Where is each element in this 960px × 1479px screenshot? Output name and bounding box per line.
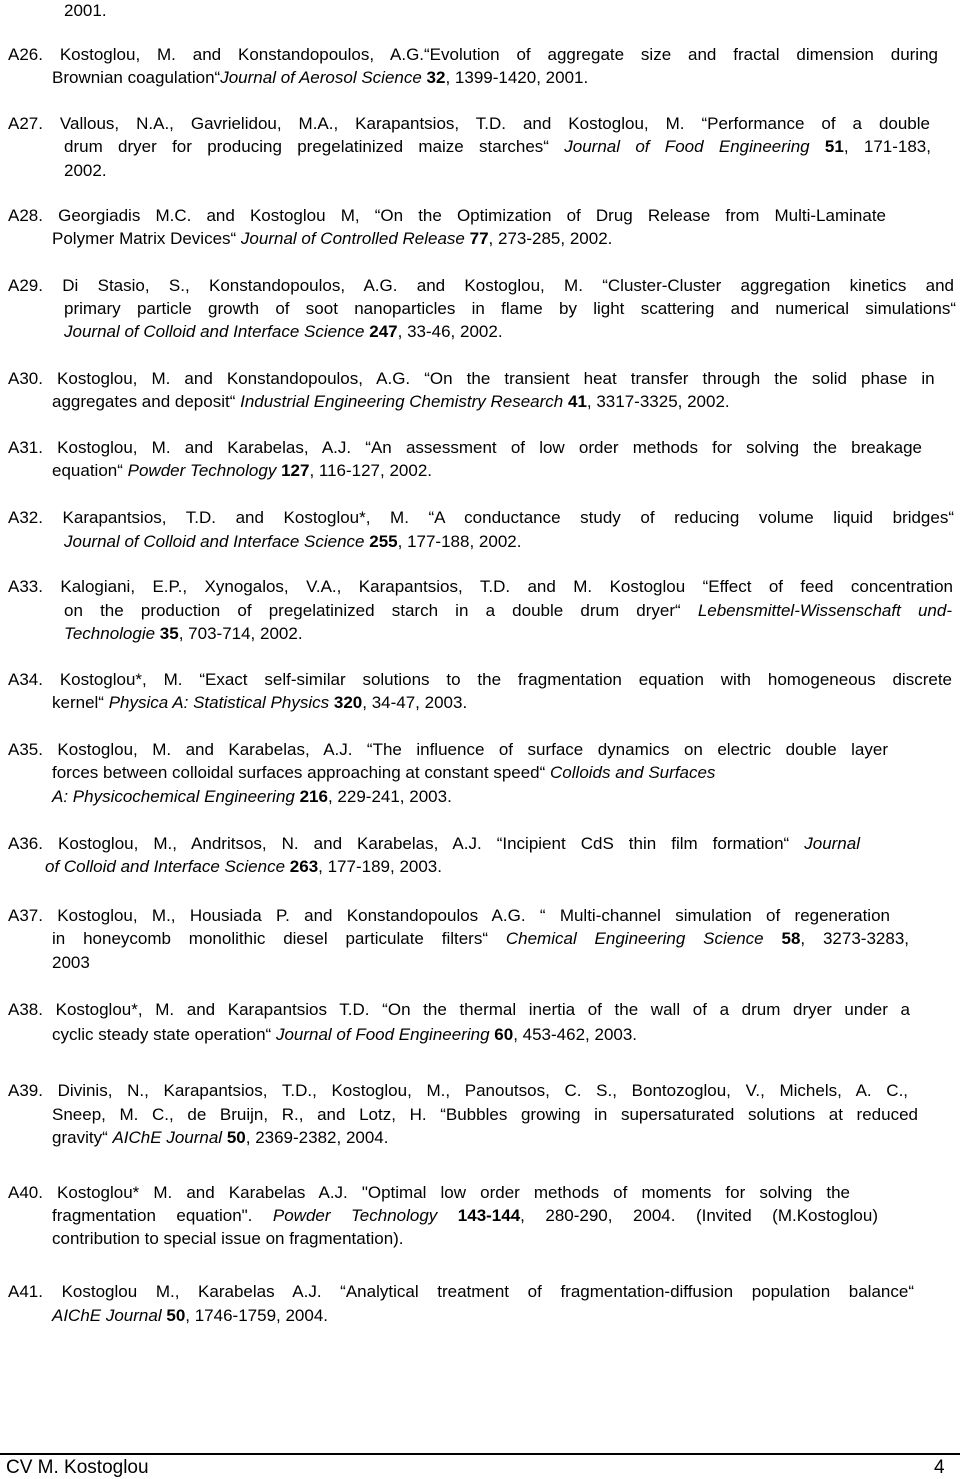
- reference-line: [8, 1000, 910, 1020]
- reference-text: Brownian coagulation“: [52, 68, 221, 87]
- reference-text: aggregates and deposit“: [52, 392, 241, 411]
- reference-text: , 116-127, 2002.: [309, 461, 432, 480]
- volume-number: 32: [426, 68, 446, 87]
- reference-line: [52, 929, 909, 949]
- reference-line: [52, 1206, 878, 1226]
- reference-text: contribution to special issue on fragmentation).: [52, 1229, 404, 1248]
- reference-line: [8, 670, 952, 690]
- reference-text: fragmentation equation".: [52, 1206, 273, 1225]
- reference-text: cyclic steady state operation“: [52, 1025, 276, 1044]
- volume-number: 50: [226, 1128, 246, 1147]
- reference-text: , 34-47, 2003.: [362, 693, 468, 712]
- reference-line: [8, 276, 954, 296]
- reference-line: [52, 1128, 388, 1148]
- journal-title: Journal of Colloid and Interface Science: [64, 322, 365, 341]
- reference-text: A35. Kostoglou, M. and Karabelas, A.J. “The influence of surface dynamics on electric double layer: [8, 740, 888, 759]
- journal-title: Powder Technology: [127, 461, 277, 480]
- reference-text: , 280-290, 2004. (Invited (M.Kostoglou): [520, 1206, 878, 1225]
- journal-title: Lebensmittel-Wissenschaft und-: [697, 601, 952, 620]
- volume-number: 35: [159, 624, 179, 643]
- reference-text: 2001.: [64, 1, 107, 20]
- reference-text: in honeycomb monolithic diesel particulate filters“: [52, 929, 506, 948]
- reference-line: [8, 369, 935, 389]
- reference-text: , 2369-2382, 2004.: [245, 1128, 389, 1147]
- reference-line: [52, 392, 730, 412]
- reference-text: , 177-189, 2003.: [318, 857, 442, 876]
- reference-text: on the production of pregelatinized starch in a double drum dryer“: [64, 601, 698, 620]
- volume-number: 143-144: [457, 1206, 521, 1225]
- reference-text: A28. Georgiadis M.C. and Kostoglou M, “On the Optimization of Drug Release from Multi-Laminate: [8, 206, 886, 225]
- reference-text: A41. Kostoglou M., Karabelas A.J. “Analytical treatment of fragmentation-diffusion population balance“: [8, 1282, 914, 1301]
- reference-text: A33. Kalogiani, E.P., Xynogalos, V.A., Karapantsios, T.D. and M. Kostoglou “Effect of feed concentration: [8, 577, 953, 596]
- journal-title: Journal of Controlled Release: [240, 229, 465, 248]
- reference-line: [8, 206, 886, 226]
- reference-line: [8, 508, 954, 528]
- journal-title: Technologie: [64, 624, 156, 643]
- journal-title: Journal of Food Engineering: [275, 1025, 490, 1044]
- reference-line: [8, 740, 888, 760]
- reference-text: A27. Vallous, N.A., Gavrielidou, M.A., Karapantsios, T.D. and Kostoglou, M. “Performance of a double: [8, 114, 930, 133]
- journal-title: Physica A: Statistical Physics: [108, 693, 330, 712]
- reference-text: gravity“: [52, 1128, 113, 1147]
- reference-line: [64, 322, 503, 342]
- volume-number: 216: [299, 787, 328, 806]
- reference-line: [8, 1183, 850, 1203]
- reference-line: [8, 438, 922, 458]
- reference-text: , 229-241, 2003.: [327, 787, 452, 806]
- reference-line: [8, 45, 938, 65]
- reference-line: [64, 532, 521, 552]
- reference-text: [764, 929, 782, 948]
- reference-line: [52, 461, 432, 481]
- reference-line: [52, 787, 452, 807]
- reference-line: [52, 1306, 328, 1326]
- reference-text: A26. Kostoglou, M. and Konstandopoulos, A.G.“Evolution of aggregate size and fractal dimension during: [8, 45, 938, 64]
- reference-line: [52, 68, 588, 88]
- volume-number: 263: [289, 857, 319, 876]
- reference-text: 2003: [52, 953, 90, 972]
- footer-author: CV M. Kostoglou: [6, 1457, 149, 1478]
- journal-title: Journal: [804, 834, 860, 853]
- reference-text: A29. Di Stasio, S., Konstandopoulos, A.G. and Kostoglou, M. “Cluster-Cluster aggregation kinetics and: [8, 276, 954, 295]
- journal-title: A: Physicochemical Engineering: [52, 787, 295, 806]
- journal-title: Journal of Aerosol Science: [220, 68, 422, 87]
- journal-title: Powder Technology: [272, 1206, 438, 1225]
- reference-line: [52, 693, 467, 713]
- reference-text: kernel“: [52, 693, 109, 712]
- reference-text: [437, 1206, 457, 1225]
- volume-number: 51: [824, 137, 844, 156]
- reference-line: [64, 624, 303, 644]
- reference-line: [8, 906, 890, 926]
- reference-line: [8, 1282, 914, 1302]
- reference-line: [8, 1081, 908, 1101]
- reference-text: , 1746-1759, 2004.: [185, 1306, 329, 1325]
- volume-number: 58: [781, 929, 801, 948]
- journal-title: Colloids and Surfaces: [550, 763, 716, 782]
- reference-line: [64, 601, 952, 621]
- reference-text: , 703-714, 2002.: [178, 624, 303, 643]
- reference-text: A34. Kostoglou*, M. “Exact self-similar solutions to the fragmentation equation with homogeneous discrete: [8, 670, 952, 689]
- reference-line: [52, 1229, 404, 1249]
- volume-number: 60: [494, 1025, 514, 1044]
- reference-line: [52, 953, 90, 973]
- reference-text: primary particle growth of soot nanoparticles in flame by light scattering and numerical simulations“: [64, 299, 956, 318]
- volume-number: 77: [469, 229, 489, 248]
- page-number: 4: [934, 1457, 945, 1478]
- reference-text: , 3317-3325, 2002.: [586, 392, 730, 411]
- reference-text: forces between colloidal surfaces approaching at constant speed“: [52, 763, 551, 782]
- volume-number: 255: [369, 532, 398, 551]
- reference-text: , 453-462, 2003.: [513, 1025, 638, 1044]
- reference-line: [45, 857, 442, 877]
- reference-text: , 177-188, 2002.: [397, 532, 522, 551]
- reference-text: Sneep, M. C., de Bruijn, R., and Lotz, H. “Bubbles growing in supersaturated solutions at reduced: [52, 1105, 918, 1124]
- reference-text: 2002.: [64, 161, 107, 180]
- reference-text: , 171-183,: [843, 137, 931, 156]
- reference-text: A30. Kostoglou, M. and Konstandopoulos, A.G. “On the transient heat transfer through the solid phase in: [8, 369, 935, 388]
- reference-text: A31. Kostoglou, M. and Karabelas, A.J. “An assessment of low order methods for solving the breakage: [8, 438, 922, 457]
- journal-title: AIChE Journal: [112, 1128, 223, 1147]
- volume-number: 320: [333, 693, 363, 712]
- reference-line: [52, 763, 715, 783]
- reference-text: A36. Kostoglou, M., Andritsos, N. and Karabelas, A.J. “Incipient CdS thin film formation“: [8, 834, 805, 853]
- volume-number: 247: [369, 322, 398, 341]
- reference-text: , 273-285, 2002.: [488, 229, 613, 248]
- reference-line: [8, 577, 953, 597]
- journal-title: Chemical Engineering Science: [505, 929, 764, 948]
- reference-line: [64, 1, 107, 21]
- reference-line: [64, 299, 956, 319]
- reference-line: [8, 114, 930, 134]
- reference-line: [52, 1105, 918, 1125]
- volume-number: 50: [166, 1306, 186, 1325]
- reference-line: [64, 161, 107, 181]
- reference-text: drum dryer for producing pregelatinized maize starches“: [64, 137, 565, 156]
- reference-text: Polymer Matrix Devices“: [52, 229, 241, 248]
- footer-rule: [0, 1453, 960, 1455]
- reference-text: A38. Kostoglou*, M. and Karapantsios T.D. “On the thermal inertia of the wall of a drum dryer under a: [8, 1000, 910, 1019]
- journal-title: Journal of Colloid and Interface Science: [64, 532, 365, 551]
- reference-text: A37. Kostoglou, M., Housiada P. and Konstandopoulos A.G. “ Multi-channel simulation of regeneration: [8, 906, 890, 925]
- reference-text: A32. Karapantsios, T.D. and Kostoglou*, M. “A conductance study of reducing volume liquid bridges“: [8, 508, 954, 527]
- journal-title: of Colloid and Interface Science: [45, 857, 286, 876]
- reference-line: [52, 1025, 637, 1045]
- journal-title: Journal of Food Engineering: [564, 137, 810, 156]
- reference-text: , 33-46, 2002.: [397, 322, 503, 341]
- volume-number: 41: [567, 392, 587, 411]
- journal-title: Industrial Engineering Chemistry Research: [240, 392, 564, 411]
- reference-line: [8, 834, 860, 854]
- reference-text: , 1399-1420, 2001.: [445, 68, 589, 87]
- volume-number: 127: [281, 461, 310, 480]
- journal-title: AIChE Journal: [52, 1306, 162, 1325]
- reference-text: A39. Divinis, N., Karapantsios, T.D., Kostoglou, M., Panoutsos, C. S., Bontozoglou, V., Michels, A. C.,: [8, 1081, 909, 1100]
- reference-line: [52, 229, 612, 249]
- reference-text: [810, 137, 825, 156]
- reference-text: , 3273-3283,: [800, 929, 909, 948]
- reference-text: equation“: [52, 461, 128, 480]
- reference-line: [64, 137, 931, 157]
- reference-text: A40. Kostoglou* M. and Karabelas A.J. "Optimal low order methods of moments for solving the: [8, 1183, 850, 1202]
